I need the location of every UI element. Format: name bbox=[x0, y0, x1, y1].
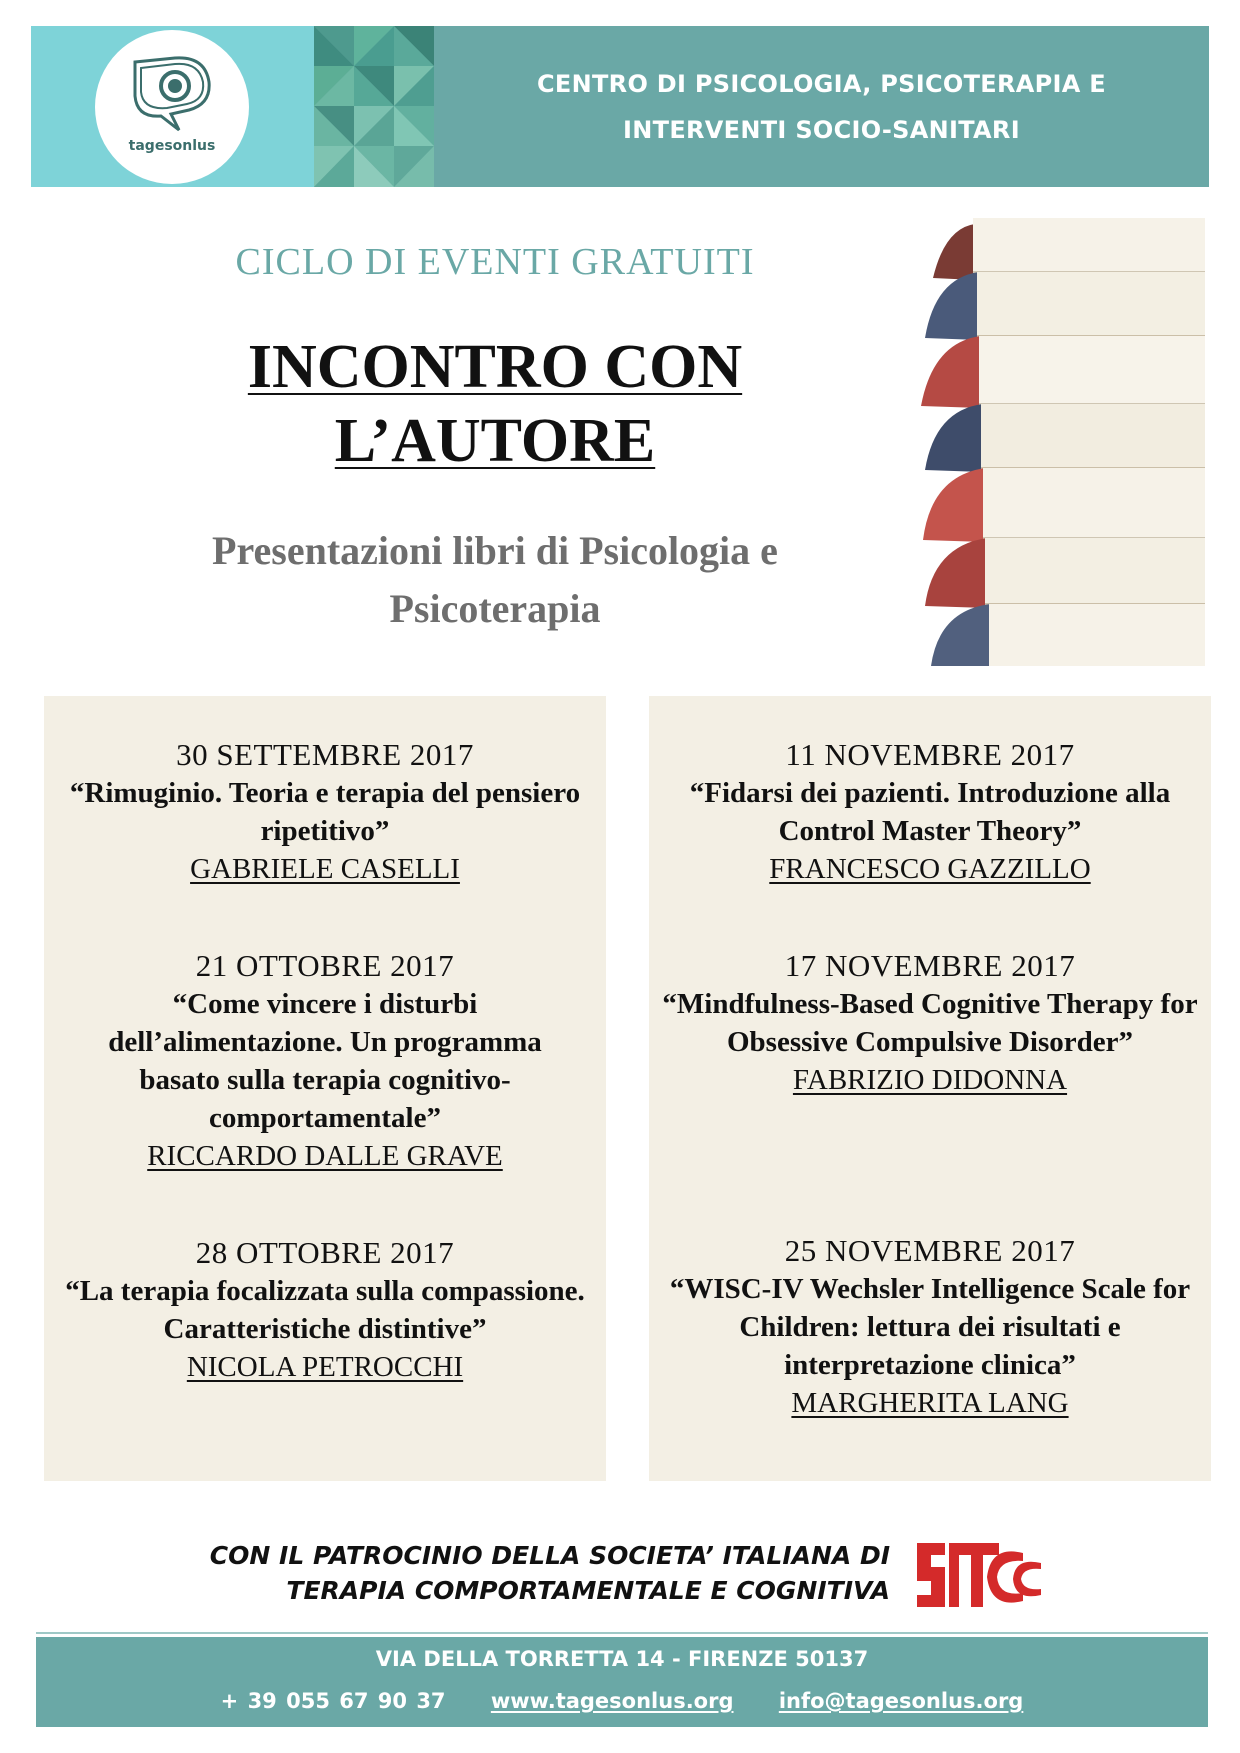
event-author: NICOLA PETROCCHI bbox=[186, 1351, 464, 1383]
event-title: “Rimuginio. Teoria e terapia del pensiero ripetitivo” bbox=[69, 777, 581, 847]
main-title-line2: L’AUTORE bbox=[334, 407, 656, 475]
eye-speech-bubble-icon bbox=[127, 56, 217, 136]
logo-block bbox=[31, 26, 314, 187]
event-item bbox=[44, 736, 606, 888]
event-date: 11 NOVEMBRE 2017 bbox=[785, 737, 1075, 772]
main-title bbox=[150, 330, 840, 478]
event-date: 21 OTTOBRE 2017 bbox=[195, 948, 455, 983]
event-item bbox=[649, 736, 1211, 888]
sitcc-logo-icon bbox=[915, 1535, 1045, 1615]
series-heading: CICLO DI EVENTI GRATUITI bbox=[235, 241, 755, 283]
patronage-line1: CON IL PATROCINIO DELLA SOCIETA’ ITALIANA DI bbox=[209, 1541, 890, 1570]
footer bbox=[36, 1637, 1208, 1727]
event-date: 17 NOVEMBRE 2017 bbox=[784, 948, 1076, 983]
event-author: FABRIZIO DIDONNA bbox=[792, 1064, 1068, 1096]
header-banner bbox=[31, 26, 1209, 187]
footer-phone: + 39 055 67 90 37 bbox=[220, 1689, 446, 1713]
subtitle-line2: Psicoterapia bbox=[389, 586, 601, 631]
footer-contacts bbox=[36, 1689, 1208, 1713]
logo-text: tagesonlus bbox=[128, 138, 216, 154]
event-date: 28 OTTOBRE 2017 bbox=[195, 1235, 455, 1270]
patronage-line2: TERAPIA COMPORTAMENTALE E COGNITIVA bbox=[286, 1576, 890, 1605]
main-title-line1: INCONTRO CON bbox=[247, 333, 743, 401]
sitcc-logo bbox=[915, 1535, 1045, 1619]
event-date: 30 SETTEMBRE 2017 bbox=[176, 737, 474, 772]
geometric-pattern bbox=[314, 26, 434, 187]
event-title: “Fidarsi dei pazienti. Introduzione alla Control Master Theory” bbox=[689, 777, 1171, 847]
event-item bbox=[44, 947, 606, 1175]
footer-website-link[interactable]: www.tagesonlus.org bbox=[490, 1689, 734, 1713]
subtitle bbox=[140, 522, 850, 638]
event-date: 25 NOVEMBRE 2017 bbox=[784, 1233, 1076, 1268]
header-title-line1: CENTRO DI PSICOLOGIA, PSICOTERAPIA E bbox=[537, 69, 1106, 98]
subtitle-line1: Presentazioni libri di Psicologia e bbox=[212, 528, 778, 573]
event-author: MARGHERITA LANG bbox=[791, 1387, 1069, 1419]
book-stack-image bbox=[915, 218, 1205, 666]
footer-divider bbox=[36, 1632, 1208, 1634]
event-title: “Mindfulness-Based Cognitive Therapy for Obsessive Compulsive Disorder” bbox=[662, 988, 1198, 1058]
footer-email-link[interactable]: info@tagesonlus.org bbox=[778, 1689, 1024, 1713]
event-author: FRANCESCO GAZZILLO bbox=[769, 853, 1091, 885]
footer-address: VIA DELLA TORRETTA 14 - FIRENZE 50137 bbox=[375, 1647, 869, 1671]
tagesonlus-logo bbox=[95, 30, 249, 184]
event-item bbox=[44, 1234, 606, 1386]
patronage-text bbox=[100, 1538, 890, 1608]
event-title: “La terapia focalizzata sulla compassione. Caratteristiche distintive” bbox=[65, 1275, 585, 1345]
events-panel-left bbox=[44, 696, 606, 1481]
event-title: “Come vincere i disturbi dell’alimentazione. Un programma basato sulla terapia cognitivo-comportamentale” bbox=[108, 988, 542, 1134]
header-title-line2: INTERVENTI SOCIO-SANITARI bbox=[623, 115, 1020, 144]
event-item bbox=[649, 947, 1211, 1099]
event-author: RICCARDO DALLE GRAVE bbox=[147, 1140, 503, 1172]
events-panel-right bbox=[649, 696, 1211, 1481]
event-item bbox=[649, 1232, 1211, 1422]
header-title bbox=[434, 26, 1209, 187]
event-author: GABRIELE CASELLI bbox=[190, 853, 460, 885]
event-title: “WISC-IV Wechsler Intelligence Scale for Children: lettura dei risultati e interpretazione clinica” bbox=[669, 1273, 1191, 1381]
